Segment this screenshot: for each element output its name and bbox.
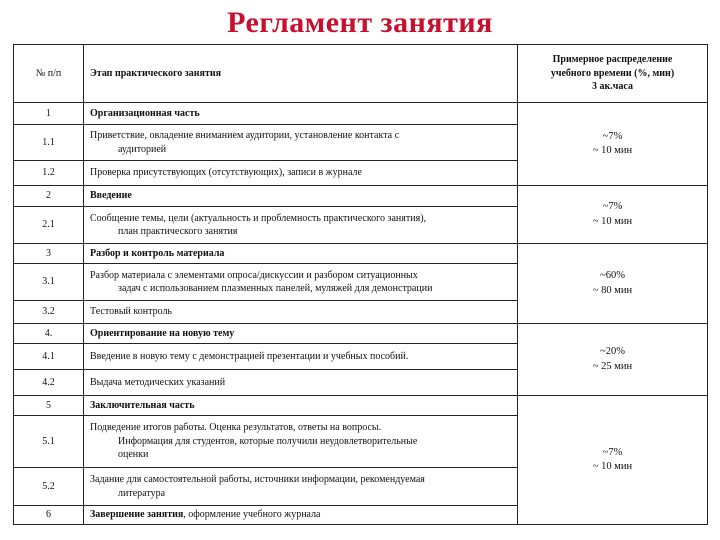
header-stage: Этап практического занятия: [84, 45, 518, 103]
time-cell: [518, 103, 708, 186]
row-num: 1.1: [14, 125, 84, 161]
row-stage-line2: Информация для студентов, которые получили неудовлетворительные: [118, 435, 418, 447]
row-stage-line2: аудиторией: [118, 143, 167, 155]
row-num: 6: [14, 506, 84, 525]
row-stage: Организационная часть: [84, 103, 518, 125]
row-stage-line1: Подведение итогов работы. Оценка результатов, ответы на вопросы.: [90, 422, 382, 434]
time-cell: [518, 244, 708, 324]
row-stage-line2: план практического занятия: [118, 226, 238, 237]
row-stage-line1: Приветствие, овладение вниманием аудитории, установление контакта с: [90, 130, 400, 141]
header-time-line1: Примерное распределение: [552, 54, 673, 66]
time-cell: [518, 396, 708, 525]
row-stage: Введение: [84, 186, 518, 207]
row-stage-bold: Завершение занятия: [90, 509, 184, 521]
time-minutes: ~ 10 мин: [592, 461, 633, 472]
row-num: 3.1: [14, 264, 84, 301]
row-stage: [84, 506, 518, 525]
time-percent: ~7%: [602, 130, 623, 142]
row-stage-line1: Сообщение темы, цели (актуальность и проблемность практического занятия),: [90, 212, 427, 224]
row-num: 3.2: [14, 301, 84, 324]
time-percent: ~7%: [602, 201, 623, 213]
time-percent: ~7%: [602, 446, 623, 458]
row-stage: [84, 264, 518, 301]
table-row: [14, 103, 708, 125]
header-time-line3: 3 ак.часа: [592, 81, 633, 93]
time-minutes: ~ 80 мин: [592, 284, 633, 296]
row-stage: Заключительная часть: [84, 396, 518, 416]
row-stage: Проверка присутствующих (отсутствующих), записи в журнале: [84, 161, 518, 186]
time-percent: ~20%: [600, 346, 625, 358]
table-row: [14, 396, 708, 416]
table-header-row: [14, 45, 708, 103]
row-num: 2: [14, 186, 84, 207]
row-stage-line3: оценки: [118, 449, 149, 461]
table-row: [14, 186, 708, 207]
time-cell: [518, 324, 708, 396]
table-row: [14, 244, 708, 264]
row-stage-rest: , оформление учебного журнала: [183, 509, 321, 521]
row-num: 1: [14, 103, 84, 125]
row-stage: Тестовый контроль: [84, 301, 518, 324]
row-stage: [84, 416, 518, 468]
row-stage: [84, 468, 518, 506]
row-stage: Разбор и контроль материала: [84, 244, 518, 264]
time-minutes: ~ 25 мин: [592, 360, 633, 372]
row-num: 2.1: [14, 207, 84, 244]
row-num: 1.2: [14, 161, 84, 186]
row-stage-line1: Задание для самостоятельной работы, источники информации, рекомендуемая: [90, 474, 425, 485]
header-time: [518, 45, 708, 103]
table-row: [14, 324, 708, 344]
row-stage: [84, 125, 518, 161]
time-percent: ~60%: [600, 270, 625, 282]
header-num: № п/п: [14, 45, 84, 103]
row-num: 4.: [14, 324, 84, 344]
page-title: Регламент занятия: [227, 6, 493, 39]
row-stage-line1: Разбор материала с элементами опроса/дискуссии и разбором ситуационных: [90, 269, 418, 281]
row-stage: Ориентирование на новую тему: [84, 324, 518, 344]
row-stage-line2: литература: [118, 487, 166, 499]
row-stage: Введение в новую тему с демонстрацией презентации и учебных пособий.: [84, 344, 518, 370]
schedule-table: [13, 44, 708, 525]
row-stage: Выдача методических указаний: [84, 370, 518, 396]
row-num: 4.2: [14, 370, 84, 396]
time-minutes: ~ 10 мин: [592, 215, 633, 227]
row-stage-line2: задач с использованием плазменных панелей, муляжей для демонстрации: [118, 283, 433, 294]
header-time-line2: учебного времени (%, мин): [550, 67, 675, 79]
row-num: 5.1: [14, 416, 84, 468]
time-cell: [518, 186, 708, 244]
row-num: 4.1: [14, 344, 84, 370]
time-minutes: ~ 10 мин: [592, 145, 633, 156]
row-num: 5: [14, 396, 84, 416]
row-num: 3: [14, 244, 84, 264]
row-num: 5.2: [14, 468, 84, 506]
row-stage: [84, 207, 518, 244]
